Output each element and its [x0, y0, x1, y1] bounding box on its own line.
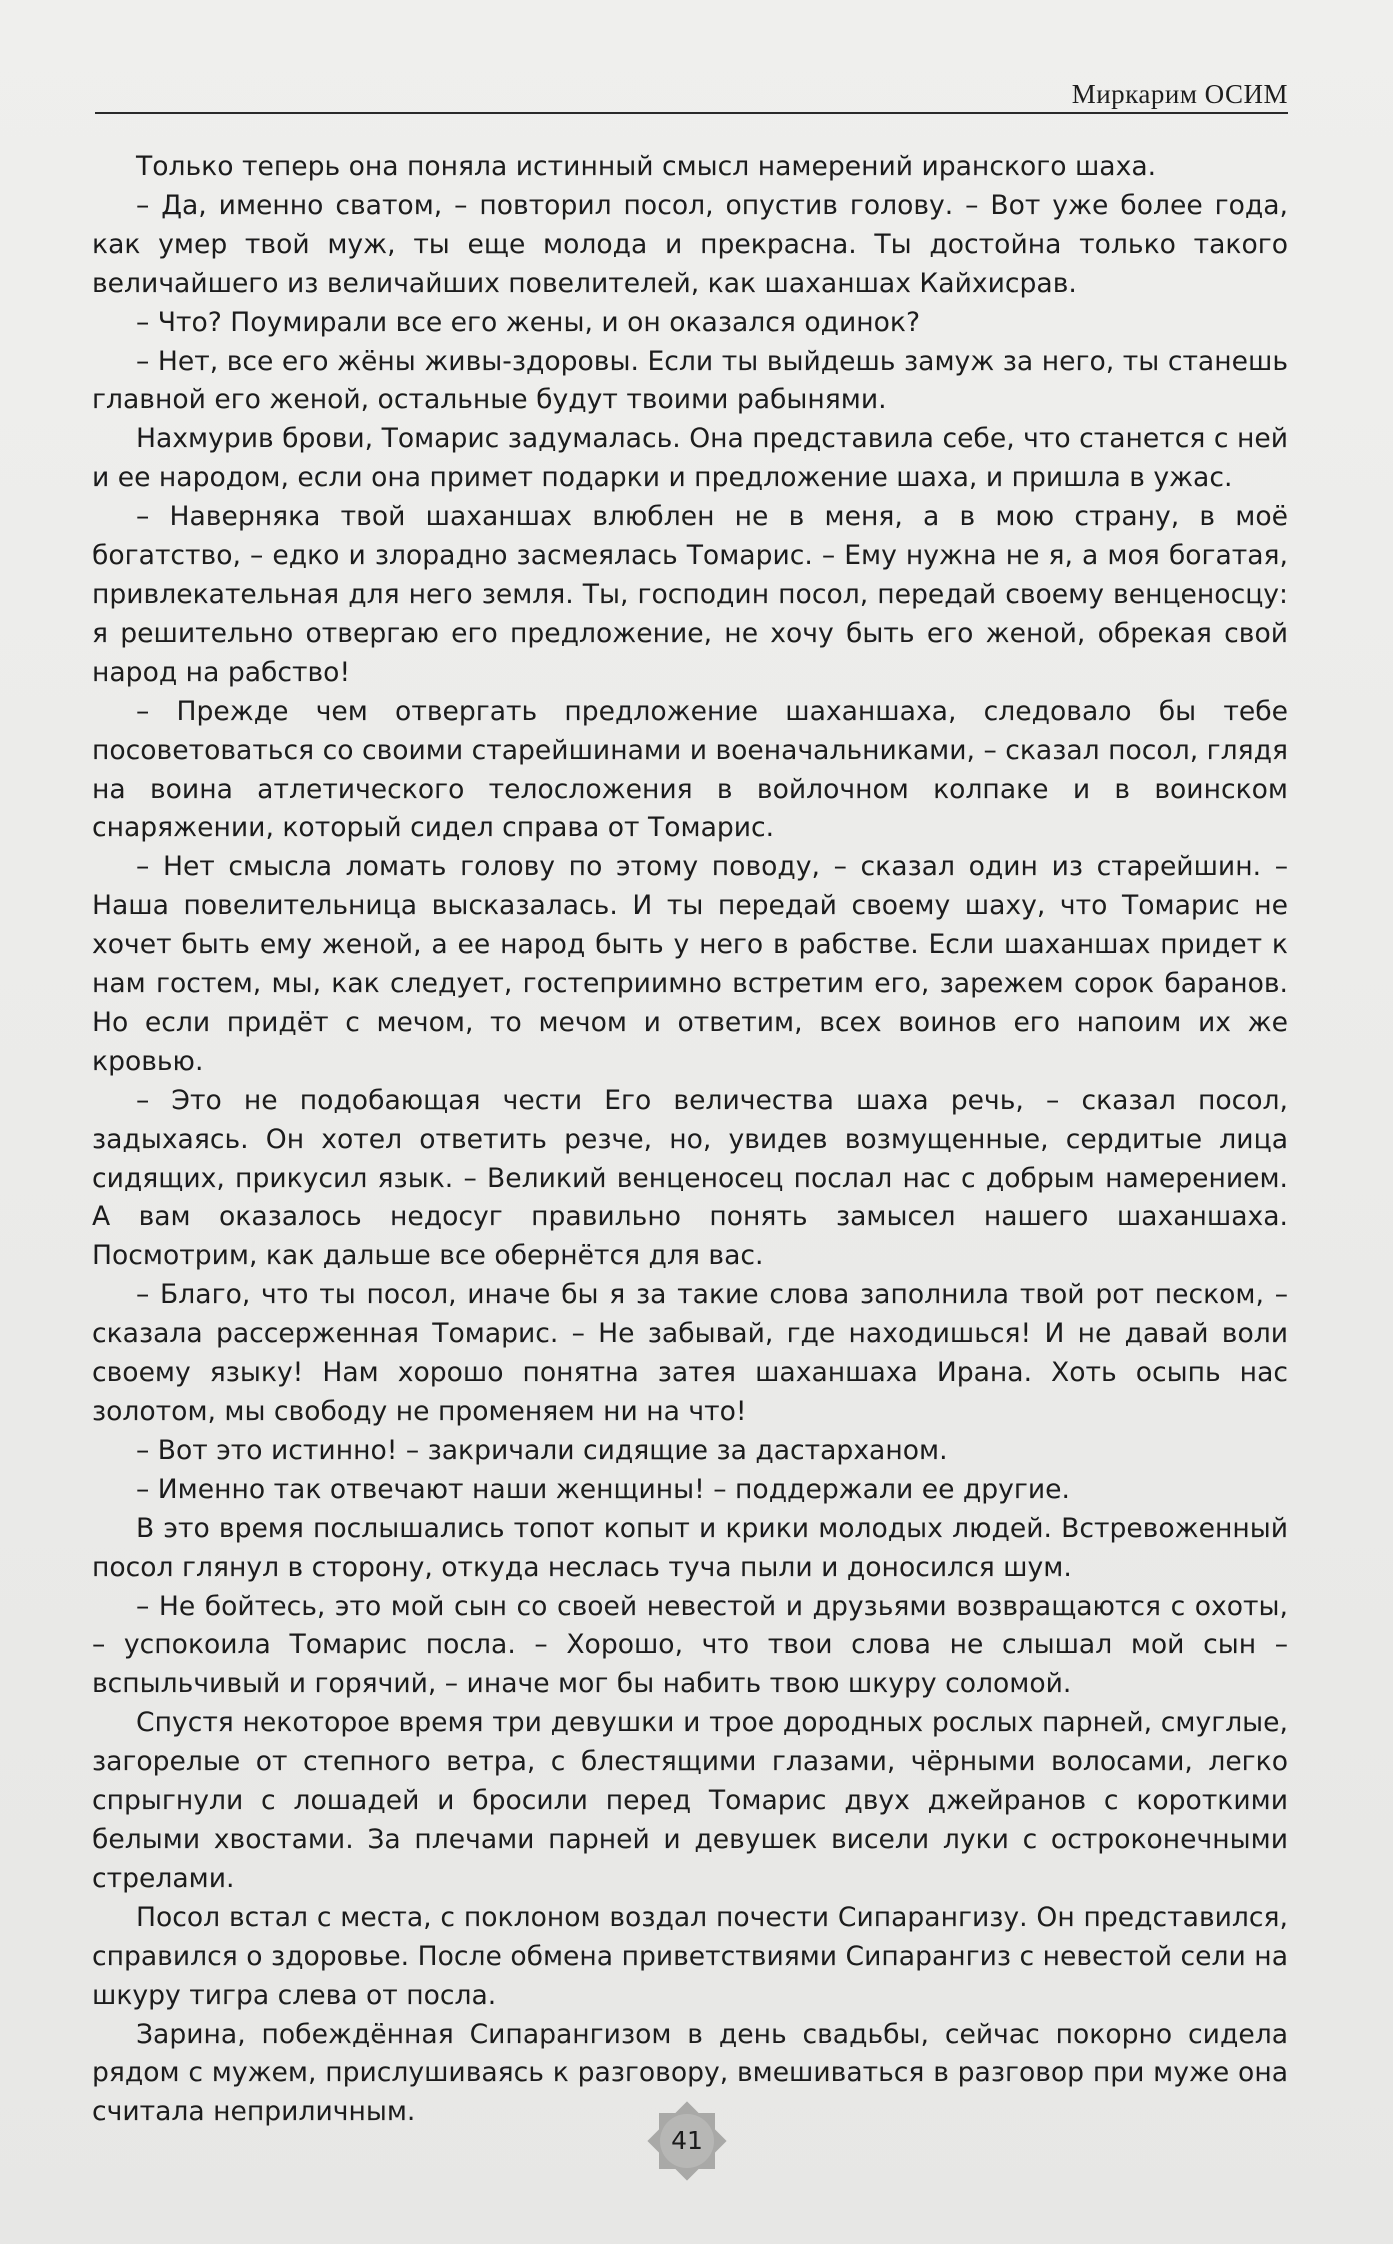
paragraph: – Нет смысла ломать голову по этому поводу, – сказал один из старейшин. – Наша повелительница высказалась. И ты передай своему шаху, что Томарис не хочет быть ему женой, а ее народ быть у него в рабстве. Если шаханшах придет к нам гостем, мы, как следует, гостеприимно встретим его, зарежем сорок баранов. Но если придёт с мечом, то мечом и ответим, всех воинов его напоим их же кровью.: [92, 851, 1288, 1077]
paragraph: Спустя некоторое время три девушки и трое дородных рослых парней, смуглые, загорелые от степного ветра, с блестящими глазами, чёрными волосами, легко спрыгнули с лошадей и бросили перед Томарис двух джейранов с короткими белыми хвостами. За плечами парней и девушек висели луки с остроконечными стрелами.: [92, 1707, 1288, 1894]
page-header: [95, 80, 1288, 114]
page-number-badge: [646, 2100, 728, 2182]
paragraph: – Не бойтесь, это мой сын со своей невестой и друзьями возвращаются с охоты, – успокоила Томарис посла. – Хорошо, что твои слова не слышал мой сын – вспыльчивый и горячий, – иначе мог бы набить твою шкуру соломой.: [92, 1590, 1288, 1700]
paragraph: – Наверняка твой шаханшах влюблен не в меня, а в мою страну, в моё богатство, – едко и злорадно засмеялась Томарис. – Ему нужна не я, а моя богатая, привлекательная для него земля. Ты, господин посол, передай своему венценосцу: я решительно отвергаю его предложение, не хочу быть его женой, обрекая свой народ на рабство!: [92, 501, 1288, 688]
paragraph: В это время послышались топот копыт и крики молодых людей. Встревоженный посол глянул в сторону, откуда неслась туча пыли и доносился шум.: [92, 1512, 1288, 1583]
paragraph: – Что? Поумирали все его жены, и он оказался одинок?: [136, 306, 921, 338]
page-number: 41: [671, 2126, 703, 2155]
paragraph: – Нет, все его жёны живы-здоровы. Если ты выйдешь замуж за него, ты станешь главной его женой, остальные будут твоими рабынями.: [92, 345, 1288, 416]
paragraph: – Вот это истинно! – закричали сидящие за дастарханом.: [136, 1434, 948, 1466]
body-text: [92, 148, 1288, 2132]
paragraph: – Это не подобающая чести Его величества шаха речь, – сказал посол, задыхаясь. Он хотел ответить резче, но, увидев возмущенные, сердитые лица сидящих, прикусил язык. – Великий венценосец послал нас с добрым намерением. А вам оказалось недосуг правильно понять замысел нашего шаханшаха. Посмотрим, как дальше все обернётся для вас.: [92, 1084, 1288, 1272]
paragraph: Зарина, побеждённая Сипарангизом в день свадьбы, сейчас покорно сидела рядом с мужем, прислушиваясь к разговору, вмешиваться в разговор при муже она считала неприличным.: [92, 2018, 1288, 2128]
paragraph: Только теперь она поняла истинный смысл намерений иранского шаха.: [136, 151, 1157, 182]
paragraph: – Благо, что ты посол, иначе бы я за такие слова заполнила твой рот песком, – сказала рассерженная Томарис. – Не забывай, где находишься! И не давай воли своему языку! Нам хорошо понятна затея шаханшаха Ирана. Хоть осыпь нас золотом, мы свободу не променяем ни на что!: [92, 1279, 1288, 1427]
paragraph: Посол встал с места, с поклоном воздал почести Сипарангизу. Он представился, справился о здоровье. После обмена приветствиями Сипарангиз с невестой сели на шкуру тигра слева от посла.: [92, 1901, 1288, 2011]
paragraph: Нахмурив брови, Томарис задумалась. Она представила себе, что станется с ней и ее народом, если она примет подарки и предложение шаха, и пришла в ужас.: [92, 423, 1288, 494]
paragraph: – Именно так отвечают наши женщины! – поддержали ее другие.: [136, 1473, 1070, 1505]
paragraph: – Да, именно сватом, – повторил посол, опустив голову. – Вот уже более года, как умер твой муж, ты еще молода и прекрасна. Ты достойна только такого величайшего из величайших повелителей, как шаханшах Кайхисрав.: [92, 189, 1288, 299]
paragraph: – Прежде чем отвергать предложение шаханшаха, следовало бы тебе посоветоваться со своими старейшинами и военачальниками, – сказал посол, глядя на воина атлетического телосложения в войлочном колпаке и в воинском снаряжении, который сидел справа от Томарис.: [92, 695, 1288, 844]
running-head: Миркарим ОСИМ: [1071, 79, 1288, 109]
